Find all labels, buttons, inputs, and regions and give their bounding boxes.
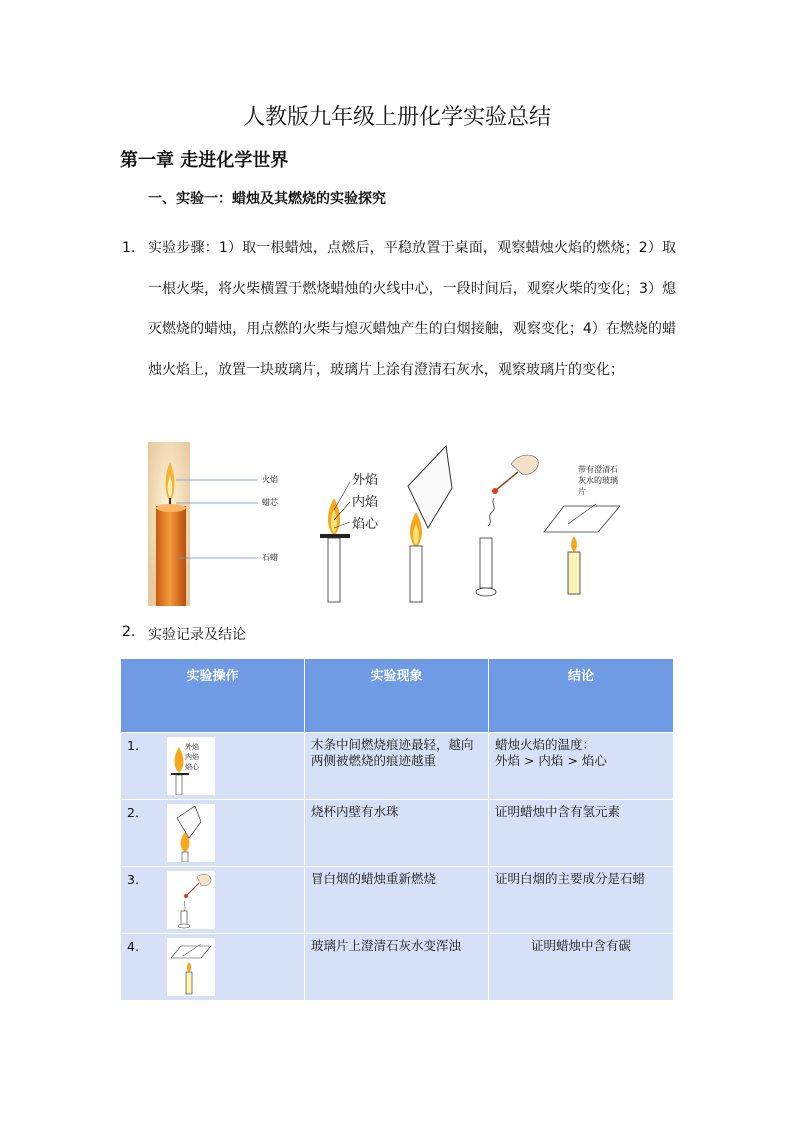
phenomenon-cell: 冒白烟的蜡烛重新燃烧 — [305, 867, 489, 934]
table-row — [121, 733, 674, 800]
zone-core-label: 焰心 — [352, 517, 379, 532]
experiment-table — [120, 658, 674, 1001]
row-number: 1. — [127, 738, 139, 753]
table-row — [121, 934, 674, 1001]
table-row — [121, 867, 674, 934]
thumb-glass-diagram — [167, 938, 215, 996]
table-row — [121, 800, 674, 867]
candle-photo — [148, 442, 190, 606]
label-wax: 石蜡 — [262, 553, 278, 562]
glass-label-3: 片 — [578, 487, 586, 496]
conclusion-cell: 蜡烛火焰的温度： 外焰 > 内焰 > 焰心 — [489, 733, 674, 800]
header-conclusion: 结论 — [489, 659, 674, 733]
header-operation: 实验操作 — [121, 659, 305, 733]
row-number: 4. — [127, 939, 139, 954]
candle-beaker-diagram — [408, 446, 452, 602]
candle-illustrations — [146, 440, 666, 608]
conclusion-cell: 证明蜡烛中含有氢元素 — [489, 800, 674, 867]
thumb-label-core: 焰心 — [185, 763, 199, 771]
row-number: 3. — [127, 872, 139, 887]
label-flame: 火焰 — [262, 475, 278, 484]
zone-outer-label: 外焰 — [352, 473, 379, 488]
step-1-number: 1. — [122, 240, 136, 256]
operation-cell — [121, 867, 305, 934]
experiment-steps-text: 实验步骤：1）取一根蜡烛，点燃后，平稳放置于桌面，观察蜡烛火焰的燃烧；2）取一根火柴，将火柴横置于燃烧蜡烛的火线中心，一段时间后，观察火柴的变化；3）熄灭燃烧的蜡烛，用点燃的火柴与熄灭蜡烛产生的白烟接触，观察变化；4）在燃烧的蜡烛火焰上，放置一块玻璃片，玻璃片上涂有澄清石灰水，观察玻璃片的变化； — [148, 240, 676, 378]
step-2-number: 2. — [122, 624, 136, 640]
document-title: 人教版九年级上册化学实验总结 — [242, 105, 551, 130]
header-phenomenon: 实验现象 — [305, 659, 489, 733]
chapter-heading: 第一章 走进化学世界 — [120, 150, 289, 171]
label-wick: 蜡芯 — [262, 498, 278, 507]
phenomenon-cell: 烧杯内壁有水珠 — [305, 800, 489, 867]
phenomenon-cell: 木条中间燃烧痕迹最轻，越向两侧被燃烧的痕迹越重 — [305, 733, 489, 800]
section-heading: 一、实验一：蜡烛及其燃烧的实验探究 — [148, 191, 386, 207]
thumb-label-inner: 内焰 — [185, 753, 199, 761]
row-number: 2. — [127, 805, 139, 820]
candle-glass-diagram — [544, 464, 620, 594]
thumb-label-outer: 外焰 — [185, 743, 199, 751]
experiment-figure — [146, 440, 666, 608]
record-heading: 实验记录及结论 — [148, 627, 246, 643]
glass-label-1: 带有澄清石 — [578, 465, 618, 474]
candle-smoke-diagram — [476, 455, 538, 596]
thumb-smoke-diagram — [167, 871, 215, 929]
thumb-match-diagram — [167, 737, 215, 795]
operation-cell — [121, 733, 305, 800]
table-header-row — [121, 659, 674, 733]
zone-inner-label: 内焰 — [352, 495, 379, 510]
candle-match-diagram — [320, 472, 379, 602]
thumb-beaker-diagram — [167, 804, 215, 862]
operation-cell — [121, 934, 305, 1001]
operation-cell — [121, 800, 305, 867]
phenomenon-cell: 玻璃片上澄清石灰水变浑浊 — [305, 934, 489, 1001]
conclusion-cell: 证明蜡烛中含有碳 — [489, 934, 674, 1001]
conclusion-cell: 证明白烟的主要成分是石蜡 — [489, 867, 674, 934]
glass-label-2: 灰水的玻璃 — [578, 476, 618, 485]
